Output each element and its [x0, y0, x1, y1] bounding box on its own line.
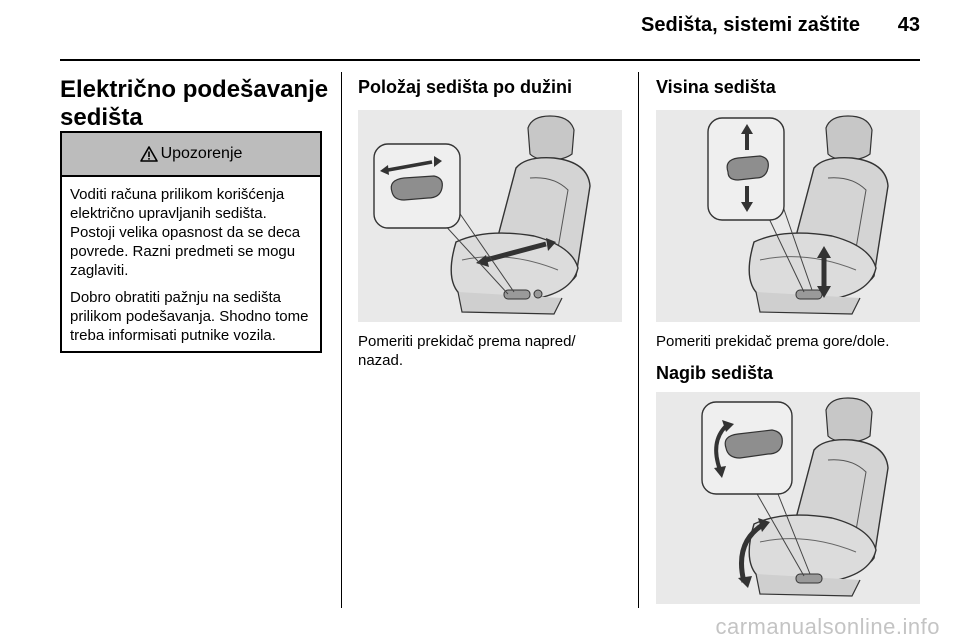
height-caption: Pomeriti prekidač prema gore/dole. — [656, 333, 890, 350]
section-title-line2: sedišta — [60, 104, 143, 131]
section-title — [60, 76, 330, 132]
warning-paragraph-2: Dobro obratiti pažnju na sedišta prilikom podešavanja. Shodno tome treba informisati putnike vozila. — [70, 289, 309, 344]
height-title: Visina sedišta — [656, 77, 776, 97]
seat-tilt-illustration — [656, 392, 920, 604]
header-title: Sedišta, sistemi zaštite — [641, 14, 860, 36]
longitudinal-title: Položaj sedišta po dužini — [358, 77, 573, 97]
tilt-title: Nagib sedišta — [656, 363, 774, 383]
longitudinal-caption — [358, 332, 628, 370]
seat-height-illustration — [656, 110, 920, 322]
section-title-line1: Električno podešavanje — [60, 76, 329, 103]
longitudinal-caption-line2: nazad. — [358, 352, 404, 369]
warning-triangle-icon — [140, 146, 158, 162]
warning-body — [62, 177, 320, 345]
page-number: 43 — [897, 14, 920, 36]
warning-header — [62, 133, 320, 177]
header-rule — [60, 59, 920, 61]
longitudinal-caption-line1: Pomeriti prekidač prema napred/ — [358, 333, 576, 350]
warning-paragraph-1: Voditi računa prilikom korišćenja električno upravljanih sedišta. Postoji velika opasnost da se deca povrede. Razni predmeti se mogu zaglaviti. — [70, 186, 301, 279]
watermark: carmanualsonline.info — [715, 614, 940, 639]
column-divider-2 — [638, 72, 639, 608]
seat-longitudinal-illustration — [358, 110, 622, 322]
warning-box — [60, 131, 322, 353]
warning-heading: Upozorenje — [160, 145, 243, 162]
column-divider-1 — [341, 72, 342, 608]
